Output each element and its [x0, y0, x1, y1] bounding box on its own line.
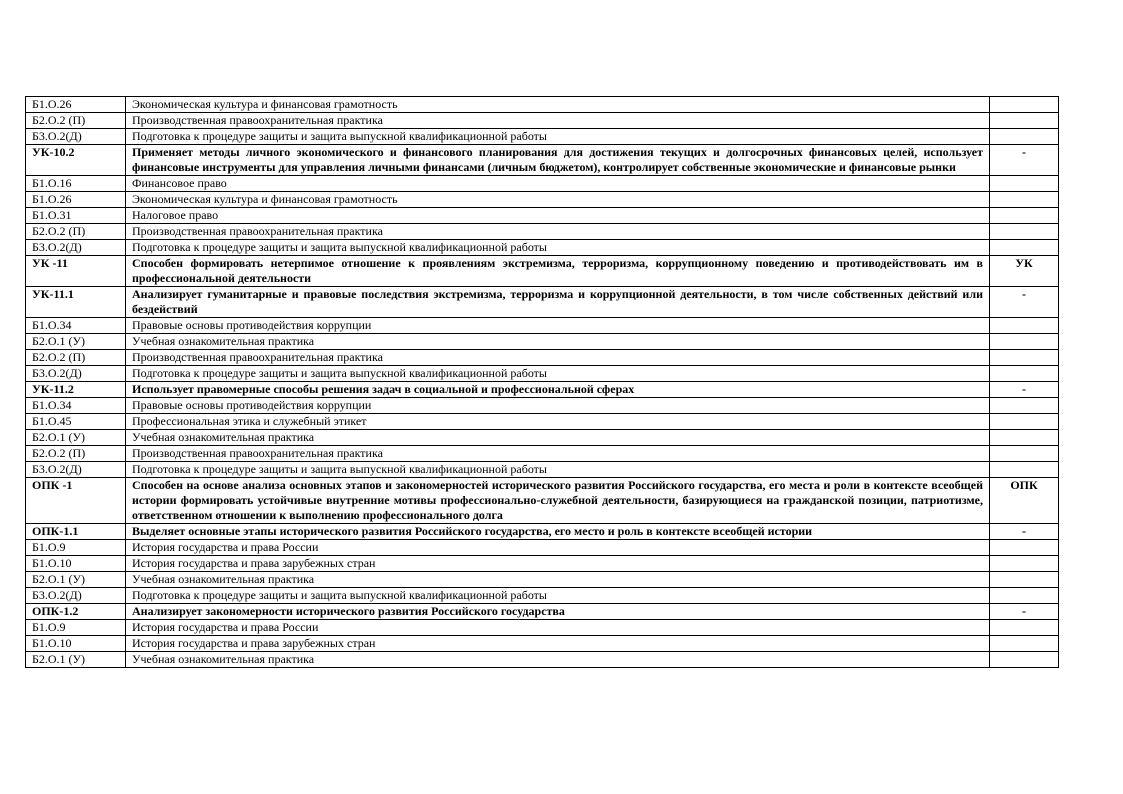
- discipline-row: [26, 113, 1059, 129]
- row-code-cell: УК-11.2: [26, 382, 126, 398]
- discipline-row: [26, 224, 1059, 240]
- row-type-cell: -: [990, 145, 1059, 176]
- row-code-cell: УК -11: [26, 256, 126, 287]
- row-type-cell: [990, 398, 1059, 414]
- discipline-row: [26, 176, 1059, 192]
- row-type-cell: -: [990, 287, 1059, 318]
- discipline-row: [26, 350, 1059, 366]
- competency-table-body: [26, 97, 1059, 668]
- row-description-cell: Правовые основы противодействия коррупции: [126, 318, 990, 334]
- competency-row: [26, 524, 1059, 540]
- row-description-cell: Учебная ознакомительная практика: [126, 572, 990, 588]
- discipline-row: [26, 540, 1059, 556]
- row-description-cell: История государства и права России: [126, 540, 990, 556]
- discipline-row: [26, 414, 1059, 430]
- row-type-cell: [990, 192, 1059, 208]
- row-type-cell: [990, 588, 1059, 604]
- row-description-cell: Производственная правоохранительная практика: [126, 446, 990, 462]
- row-description-cell: Экономическая культура и финансовая грамотность: [126, 192, 990, 208]
- row-description-cell: Правовые основы противодействия коррупции: [126, 398, 990, 414]
- row-code-cell: УК-11.1: [26, 287, 126, 318]
- row-type-cell: [990, 113, 1059, 129]
- row-description-cell: Налоговое право: [126, 208, 990, 224]
- row-description-cell: Способен на основе анализа основных этапов и закономерностей исторического развития Российского государства, его места и роли в контексте всеобщей истории формировать устойчивые внутренние мотивы профессионально-служебной деятельности, базирующиеся на гражданской позиции, патриотизме, ответственном отношении к выполнению профессионального долга: [126, 478, 990, 524]
- row-code-cell: Б3.О.2(Д): [26, 240, 126, 256]
- row-code-cell: Б2.О.2 (П): [26, 224, 126, 240]
- row-code-cell: Б1.О.26: [26, 192, 126, 208]
- row-type-cell: [990, 540, 1059, 556]
- row-code-cell: Б1.О.31: [26, 208, 126, 224]
- row-description-cell: Экономическая культура и финансовая грамотность: [126, 97, 990, 113]
- row-code-cell: Б2.О.2 (П): [26, 446, 126, 462]
- row-code-cell: Б1.О.9: [26, 540, 126, 556]
- row-type-cell: [990, 334, 1059, 350]
- row-description-cell: История государства и права России: [126, 620, 990, 636]
- discipline-row: [26, 636, 1059, 652]
- row-code-cell: Б1.О.10: [26, 556, 126, 572]
- row-type-cell: [990, 556, 1059, 572]
- row-description-cell: Учебная ознакомительная практика: [126, 334, 990, 350]
- row-code-cell: Б2.О.1 (У): [26, 430, 126, 446]
- row-description-cell: Финансовое право: [126, 176, 990, 192]
- row-description-cell: История государства и права зарубежных стран: [126, 556, 990, 572]
- row-code-cell: Б2.О.2 (П): [26, 350, 126, 366]
- row-description-cell: История государства и права зарубежных стран: [126, 636, 990, 652]
- discipline-row: [26, 129, 1059, 145]
- row-type-cell: [990, 620, 1059, 636]
- row-code-cell: ОПК-1.2: [26, 604, 126, 620]
- row-type-cell: [990, 636, 1059, 652]
- row-type-cell: [990, 446, 1059, 462]
- row-type-cell: [990, 414, 1059, 430]
- row-code-cell: Б3.О.2(Д): [26, 366, 126, 382]
- row-code-cell: Б1.О.26: [26, 97, 126, 113]
- row-description-cell: Учебная ознакомительная практика: [126, 430, 990, 446]
- competency-table: [25, 96, 1059, 668]
- discipline-row: [26, 588, 1059, 604]
- discipline-row: [26, 430, 1059, 446]
- row-description-cell: Выделяет основные этапы исторического развития Российского государства, его место и роль в контексте всеобщей истории: [126, 524, 990, 540]
- row-code-cell: Б1.О.45: [26, 414, 126, 430]
- row-description-cell: Учебная ознакомительная практика: [126, 652, 990, 668]
- row-type-cell: УК: [990, 256, 1059, 287]
- row-type-cell: [990, 176, 1059, 192]
- row-type-cell: -: [990, 604, 1059, 620]
- discipline-row: [26, 652, 1059, 668]
- discipline-row: [26, 208, 1059, 224]
- row-code-cell: Б2.О.1 (У): [26, 652, 126, 668]
- row-code-cell: Б2.О.1 (У): [26, 572, 126, 588]
- row-description-cell: Подготовка к процедуре защиты и защита выпускной квалификационной работы: [126, 240, 990, 256]
- discipline-row: [26, 97, 1059, 113]
- row-type-cell: -: [990, 382, 1059, 398]
- row-code-cell: Б3.О.2(Д): [26, 462, 126, 478]
- competency-row: [26, 287, 1059, 318]
- row-description-cell: Применяет методы личного экономического и финансового планирования для достижения текущих и долгосрочных финансовых целей, использует финансовые инструменты для управления личными финансами (личным бюджетом), контролирует собственные экономические и финансовые рынки: [126, 145, 990, 176]
- competency-row: [26, 478, 1059, 524]
- row-type-cell: [990, 129, 1059, 145]
- row-type-cell: [990, 462, 1059, 478]
- discipline-row: [26, 192, 1059, 208]
- discipline-row: [26, 366, 1059, 382]
- row-type-cell: [990, 572, 1059, 588]
- row-description-cell: Подготовка к процедуре защиты и защита выпускной квалификационной работы: [126, 462, 990, 478]
- row-description-cell: Подготовка к процедуре защиты и защита выпускной квалификационной работы: [126, 366, 990, 382]
- competency-row: [26, 145, 1059, 176]
- discipline-row: [26, 446, 1059, 462]
- discipline-row: [26, 240, 1059, 256]
- row-code-cell: ОПК -1: [26, 478, 126, 524]
- row-code-cell: Б1.О.10: [26, 636, 126, 652]
- row-type-cell: [990, 350, 1059, 366]
- row-type-cell: [990, 430, 1059, 446]
- row-description-cell: Анализирует закономерности исторического развития Российского государства: [126, 604, 990, 620]
- row-code-cell: Б1.О.34: [26, 398, 126, 414]
- row-type-cell: [990, 366, 1059, 382]
- row-code-cell: Б3.О.2(Д): [26, 588, 126, 604]
- row-description-cell: Производственная правоохранительная практика: [126, 113, 990, 129]
- row-description-cell: Подготовка к процедуре защиты и защита выпускной квалификационной работы: [126, 588, 990, 604]
- row-code-cell: ОПК-1.1: [26, 524, 126, 540]
- row-type-cell: [990, 240, 1059, 256]
- row-code-cell: Б1.О.9: [26, 620, 126, 636]
- row-type-cell: [990, 97, 1059, 113]
- row-code-cell: Б1.О.16: [26, 176, 126, 192]
- discipline-row: [26, 318, 1059, 334]
- row-description-cell: Профессиональная этика и служебный этикет: [126, 414, 990, 430]
- competency-row: [26, 382, 1059, 398]
- discipline-row: [26, 556, 1059, 572]
- row-type-cell: [990, 318, 1059, 334]
- row-code-cell: Б2.О.1 (У): [26, 334, 126, 350]
- row-description-cell: Производственная правоохранительная практика: [126, 224, 990, 240]
- discipline-row: [26, 398, 1059, 414]
- row-description-cell: Подготовка к процедуре защиты и защита выпускной квалификационной работы: [126, 129, 990, 145]
- row-description-cell: Анализирует гуманитарные и правовые последствия экстремизма, терроризма и коррупционной деятельности, в том числе собственных действий или бездействий: [126, 287, 990, 318]
- row-code-cell: Б3.О.2(Д): [26, 129, 126, 145]
- row-description-cell: Способен формировать нетерпимое отношение к проявлениям экстремизма, терроризма, коррупционному поведению и противодействовать им в профессиональной деятельности: [126, 256, 990, 287]
- row-code-cell: Б2.О.2 (П): [26, 113, 126, 129]
- discipline-row: [26, 334, 1059, 350]
- competency-row: [26, 256, 1059, 287]
- row-description-cell: Использует правомерные способы решения задач в социальной и профессиональной сферах: [126, 382, 990, 398]
- row-type-cell: [990, 652, 1059, 668]
- discipline-row: [26, 620, 1059, 636]
- discipline-row: [26, 462, 1059, 478]
- row-code-cell: Б1.О.34: [26, 318, 126, 334]
- row-code-cell: УК-10.2: [26, 145, 126, 176]
- row-description-cell: Производственная правоохранительная практика: [126, 350, 990, 366]
- discipline-row: [26, 572, 1059, 588]
- competency-row: [26, 604, 1059, 620]
- row-type-cell: -: [990, 524, 1059, 540]
- row-type-cell: ОПК: [990, 478, 1059, 524]
- row-type-cell: [990, 208, 1059, 224]
- row-type-cell: [990, 224, 1059, 240]
